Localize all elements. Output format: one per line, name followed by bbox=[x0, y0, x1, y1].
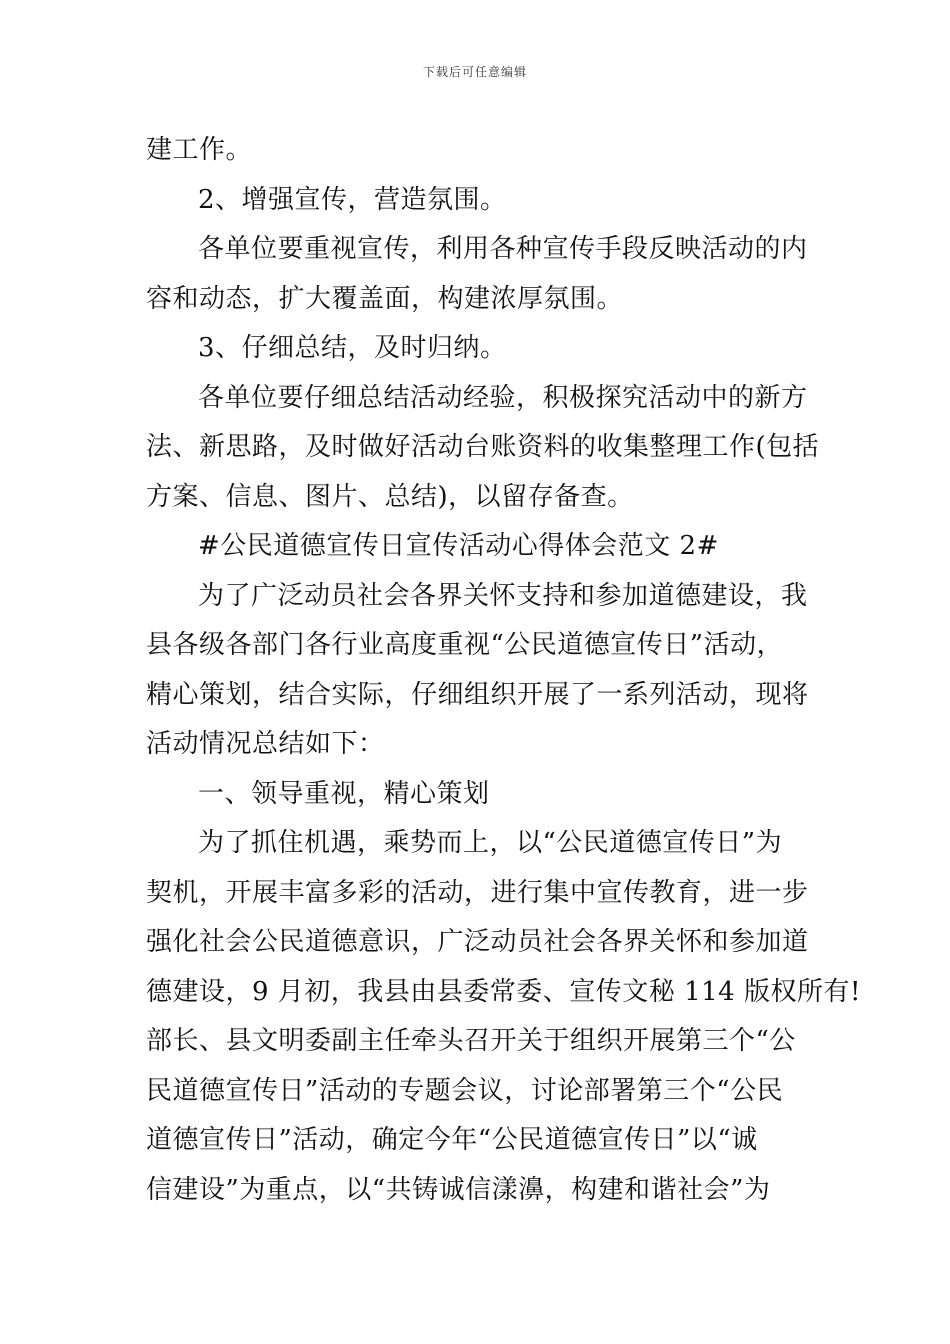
text-line: 法、新思路，及时做好活动台账资料的收集整理工作(包括 bbox=[146, 432, 820, 462]
text-line: 一、领导重视，精心策划 bbox=[198, 778, 490, 809]
text-line: 为了广泛动员社会各界关怀支持和参加道德建设，我 bbox=[198, 580, 808, 611]
text-line: 方案、信息、图片、总结)，以留存备查。 bbox=[146, 481, 634, 512]
text-line: 各单位要重视宣传，利用各种宣传手段反映活动的内 bbox=[198, 234, 808, 264]
text-line: 德建设，9 月初，我县由县委常委、宣传文秘 114 版权所有! bbox=[146, 976, 861, 1007]
text-line: 契机，开展丰富多彩的活动，进行集中宣传教育，进一步 bbox=[146, 877, 809, 908]
text-line: 容和动态，扩大覆盖面，构建浓厚氛围。 bbox=[146, 283, 624, 314]
text-line: 部长、县文明委副主任牵头召开关于组织开展第三个“公 bbox=[146, 1026, 796, 1056]
document-body bbox=[146, 126, 861, 1215]
text-line: 强化社会公民道德意识，广泛动员社会各界关怀和参加道 bbox=[146, 927, 809, 957]
text-line: 各单位要仔细总结活动经验，积极探究活动中的新方 bbox=[198, 382, 808, 413]
text-line: 民道德宣传日”活动的专题会议，讨论部署第三个“公民 bbox=[146, 1075, 784, 1106]
text-line: 建工作。 bbox=[146, 135, 253, 165]
text-line: 县各级各部门各行业高度重视“公民道德宣传日”活动， bbox=[146, 630, 784, 660]
text-line: 信建设”为重点，以“共铸诚信漾濞，构建和谐社会”为 bbox=[146, 1174, 771, 1205]
text-line: 精心策划，结合实际，仔细组织开展了一系列活动，现将 bbox=[146, 679, 809, 710]
text-line: #公民道德宣传日宣传活动心得体会范文 2# bbox=[198, 531, 719, 561]
text-line: 3、仔细总结，及时归纳。 bbox=[198, 333, 507, 363]
text-line: 活动情况总结如下： bbox=[146, 729, 385, 759]
header-note: 下载后可任意编辑 bbox=[422, 65, 527, 79]
text-line: 2、增强宣传，营造氛围。 bbox=[198, 184, 507, 215]
text-line: 为了抓住机遇，乘势而上，以“公民道德宣传日”为 bbox=[198, 828, 783, 858]
text-line: 道德宣传日”活动，确定今年“公民道德宣传日”以“诚 bbox=[146, 1125, 758, 1155]
